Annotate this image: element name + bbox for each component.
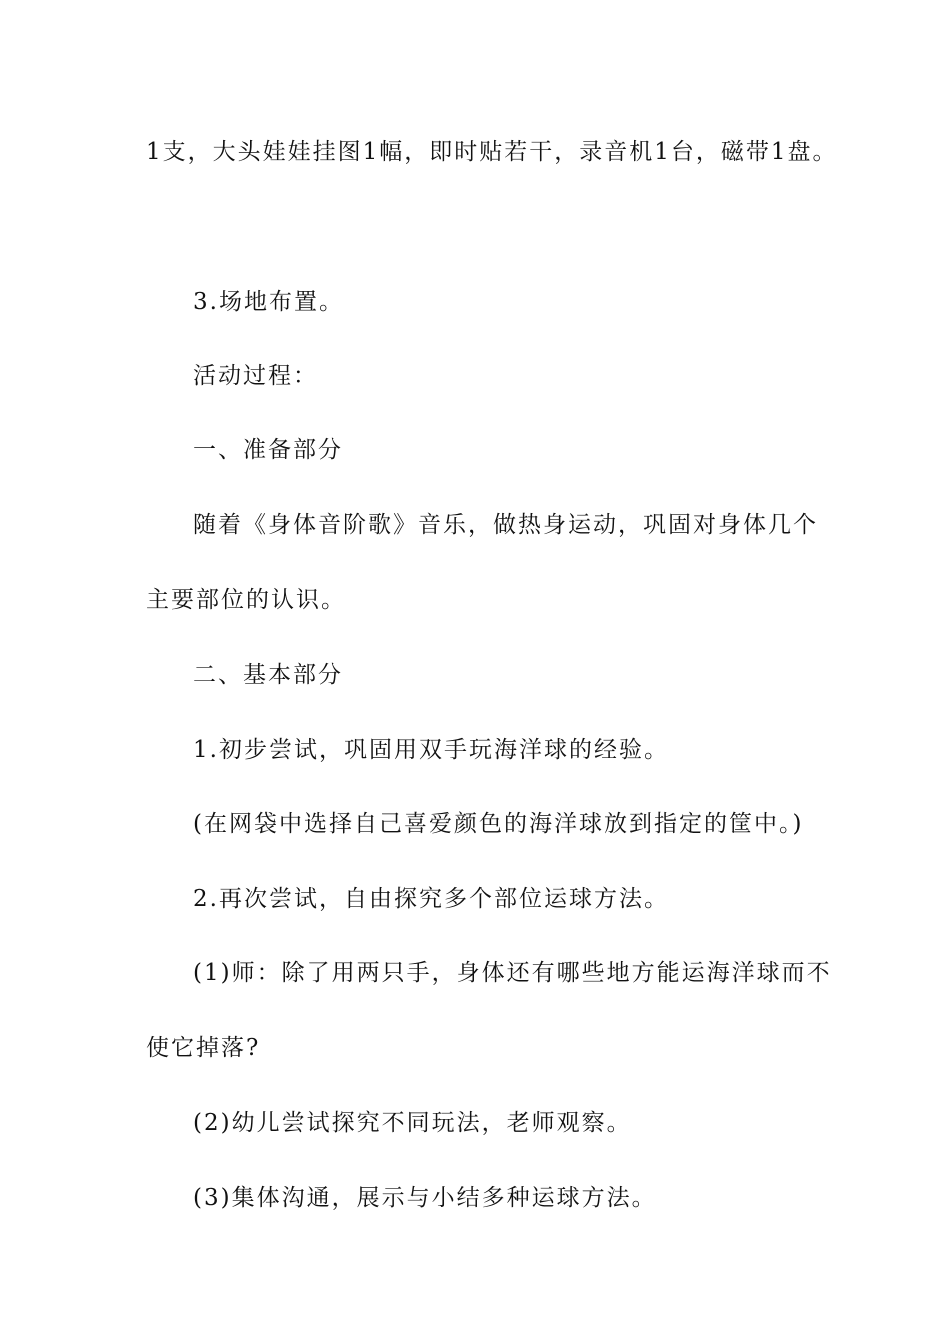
- item-initial-attempt: 1.初步尝试，巩固用双手玩海洋球的经验。: [193, 737, 669, 763]
- paragraph-warmup-line2: 主要部位的认识。: [146, 587, 346, 613]
- heading-activity-process: 活动过程：: [193, 363, 318, 389]
- item-second-attempt: 2.再次尝试，自由探究多个部位运球方法。: [193, 886, 669, 912]
- paragraph-materials-continued: 1支，大头娃娃挂图1幅，即时贴若干，录音机1台，磁带1盘。: [146, 139, 838, 165]
- subitem-group-share: (3)集体沟通，展示与小结多种运球方法。: [193, 1185, 657, 1211]
- heading-preparation-part: 一、准备部分: [193, 437, 343, 463]
- heading-basic-part: 二、基本部分: [193, 662, 343, 688]
- paragraph-warmup-line1: 随着《身体音阶歌》音乐，做热身运动，巩固对身体几个: [193, 512, 818, 538]
- item-venue-setup: 3.场地布置。: [193, 289, 344, 315]
- subitem-children-explore: (2)幼儿尝试探究不同玩法，老师观察。: [193, 1110, 632, 1136]
- subitem-teacher-question-line1: (1)师：除了用两只手，身体还有哪些地方能运海洋球而不: [193, 960, 832, 986]
- note-select-balls: (在网袋中选择自己喜爱颜色的海洋球放到指定的筐中。): [193, 811, 804, 837]
- subitem-teacher-question-line2: 使它掉落?: [146, 1035, 261, 1061]
